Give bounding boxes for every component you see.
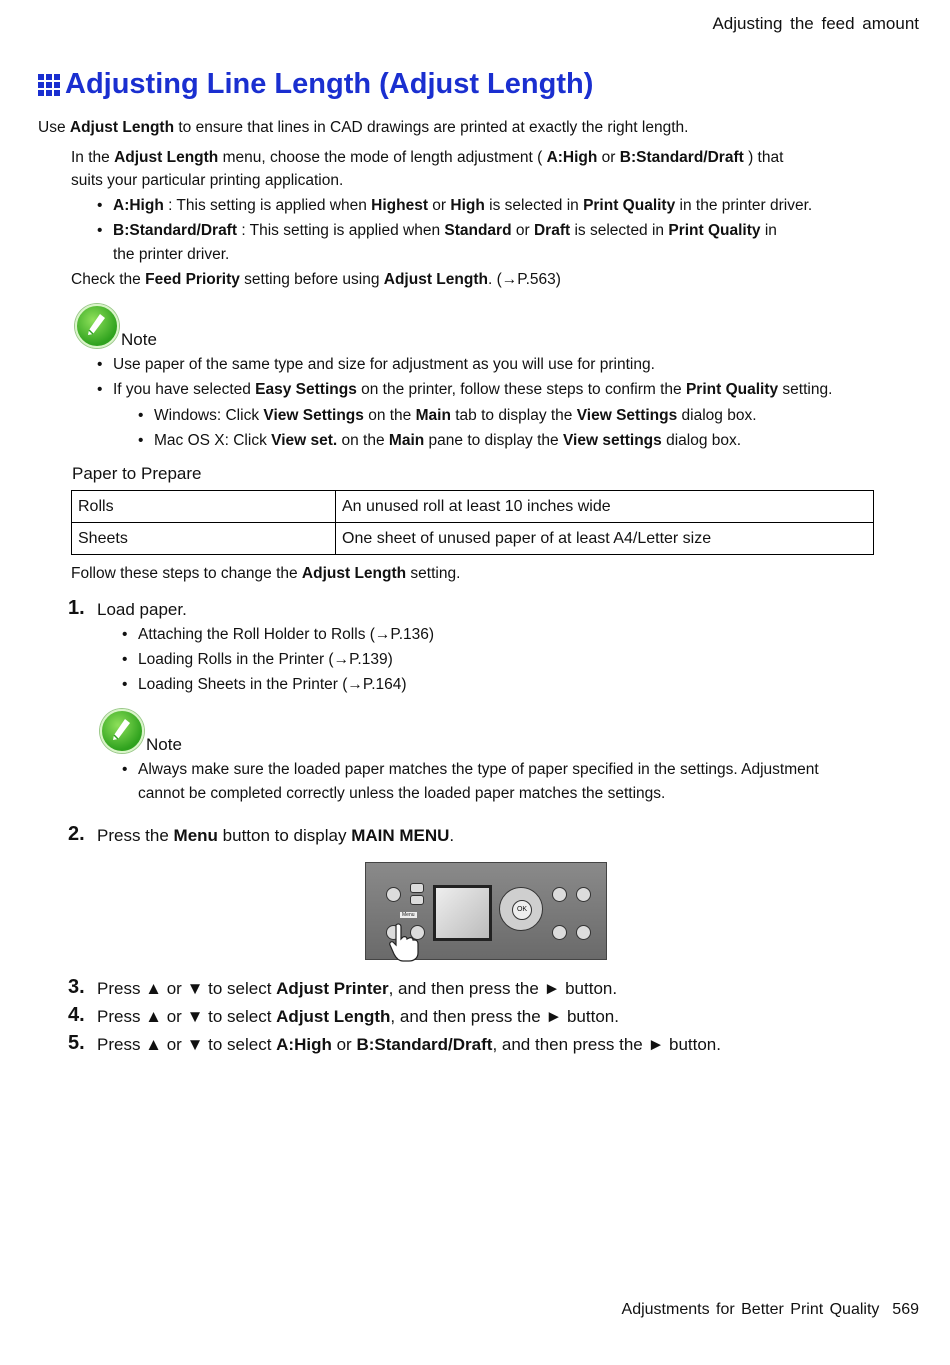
note-item-easy-settings: • If you have selected Easy Settings on the printer, follow these steps to confirm the Print Quality setting. bbox=[113, 381, 832, 399]
step-text: Press the Menu button to display MAIN MENU. bbox=[97, 826, 455, 845]
note-label: Note bbox=[121, 330, 157, 349]
panel-button bbox=[410, 883, 424, 893]
step-number: 4. bbox=[68, 1004, 85, 1026]
note-subitem-windows: • Windows: Click View Settings on the Main tab to display the View Settings dialog box. bbox=[154, 407, 757, 425]
arrow-dial bbox=[499, 887, 543, 931]
steps-intro: Follow these steps to change the Adjust Length setting. bbox=[71, 565, 461, 582]
panel-button bbox=[552, 925, 567, 940]
grid-icon bbox=[38, 74, 60, 96]
step-text: Load paper. bbox=[97, 600, 187, 619]
running-header: Adjusting the feed amount bbox=[712, 14, 919, 33]
step-number: 3. bbox=[68, 976, 85, 998]
table-cell: An unused roll at least 10 inches wide bbox=[336, 491, 874, 523]
mode-standard-item: • B:Standard/Draft : This setting is applied when Standard or Draft is selected in Print Quality in bbox=[113, 222, 777, 240]
mode-paragraph: In the Adjust Length menu, choose the mode of length adjustment ( A:High or B:Standard/Draft ) that bbox=[71, 149, 784, 166]
mode-paragraph-line2: suits your particular printing application. bbox=[71, 172, 344, 189]
note-item-loaded-paper-line2: cannot be completed correctly unless the loaded paper matches the settings. bbox=[138, 785, 666, 802]
menu-label: Menu bbox=[402, 912, 415, 918]
panel-button bbox=[576, 925, 591, 940]
step-number: 5. bbox=[68, 1032, 85, 1054]
note-label: Note bbox=[146, 735, 182, 754]
page-footer bbox=[622, 1301, 919, 1319]
link-loading-rolls[interactable]: • Loading Rolls in the Printer (→P.139) bbox=[138, 651, 393, 669]
step-text: Press ▲ or ▼ to select Adjust Length, and then press the ► button. bbox=[97, 1007, 619, 1026]
panel-display bbox=[433, 885, 492, 941]
panel-button bbox=[552, 887, 567, 902]
ok-button: OK bbox=[512, 900, 532, 920]
section-title-text: Adjusting Line Length (Adjust Length) bbox=[65, 68, 594, 100]
step-number: 1. bbox=[68, 597, 85, 619]
table-cell: One sheet of unused paper of at least A4/Letter size bbox=[336, 523, 874, 555]
link-roll-holder[interactable]: • Attaching the Roll Holder to Rolls (→P.136) bbox=[138, 626, 434, 644]
pointing-hand-icon bbox=[388, 923, 422, 963]
note-pencil-icon bbox=[100, 709, 144, 753]
table-caption: Paper to Prepare bbox=[72, 464, 202, 483]
panel-button bbox=[386, 887, 401, 902]
table-row bbox=[72, 523, 874, 555]
section-title bbox=[38, 68, 593, 101]
control-panel-illustration bbox=[365, 862, 607, 960]
feed-priority-paragraph: Check the Feed Priority setting before using Adjust Length. (→P.563) bbox=[71, 271, 561, 288]
note-item-loaded-paper: • Always make sure the loaded paper matches the type of paper specified in the settings. Adjustment bbox=[138, 761, 819, 779]
panel-button bbox=[410, 895, 424, 905]
note-pencil-icon bbox=[75, 304, 119, 348]
footer-section: Adjustments for Better Print Quality bbox=[621, 1301, 880, 1318]
paper-table bbox=[71, 490, 874, 555]
power-button bbox=[576, 887, 591, 902]
note-item-paper: • Use paper of the same type and size for adjustment as you will use for printing. bbox=[113, 356, 655, 374]
page-number: 569 bbox=[892, 1301, 919, 1318]
table-row bbox=[72, 491, 874, 523]
step-text: Press ▲ or ▼ to select A:High or B:Standard/Draft, and then press the ► button. bbox=[97, 1035, 721, 1054]
step-text: Press ▲ or ▼ to select Adjust Printer, and then press the ► button. bbox=[97, 979, 618, 998]
table-cell: Sheets bbox=[72, 523, 336, 555]
mode-high-item: • A:High : This setting is applied when Highest or High is selected in Print Quality in the printer driver. bbox=[113, 197, 812, 215]
note-subitem-mac: • Mac OS X: Click View set. on the Main pane to display the View settings dialog box. bbox=[154, 432, 741, 450]
step-number: 2. bbox=[68, 823, 85, 845]
link-loading-sheets[interactable]: • Loading Sheets in the Printer (→P.164) bbox=[138, 676, 407, 694]
mode-standard-item-line2: the printer driver. bbox=[113, 246, 230, 263]
table-cell: Rolls bbox=[72, 491, 336, 523]
intro-paragraph: Use Adjust Length to ensure that lines in CAD drawings are printed at exactly the right length. bbox=[38, 119, 689, 136]
